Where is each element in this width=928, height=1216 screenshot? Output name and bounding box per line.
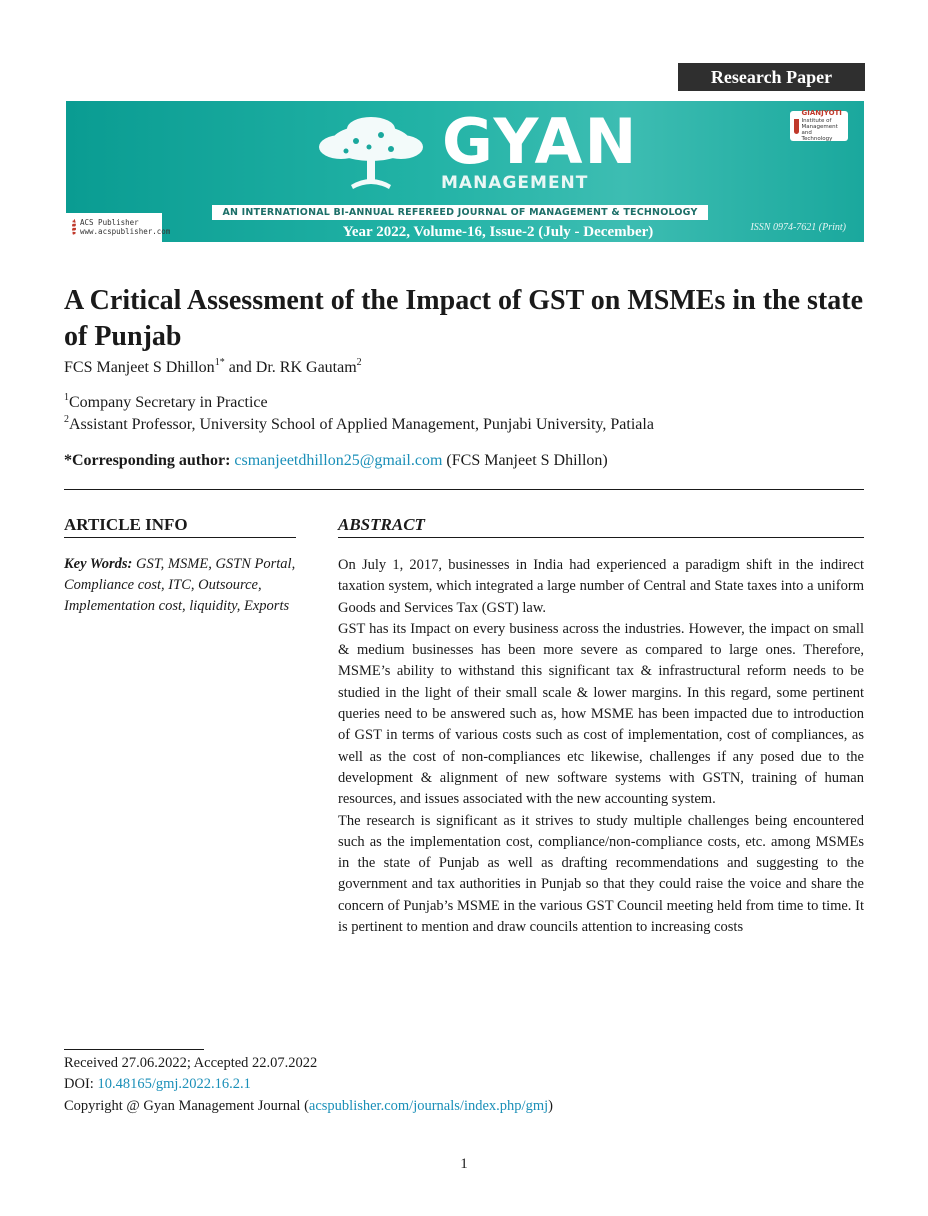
institute-sub: Institute of Management and Technology (801, 117, 838, 143)
publisher-name: ACS Publisher (80, 218, 139, 228)
abstract-rule (338, 537, 864, 538)
issue-line: Year 2022, Volume-16, Issue-2 (July - December) (342, 224, 654, 240)
publisher-logo (66, 213, 171, 242)
institute-brand: GIANJYOTI (801, 109, 842, 118)
aff-2-text: Assistant Professor, University School of Applied Management, Punjabi University, Patiala (69, 416, 654, 433)
corr-label: *Corresponding author: (64, 452, 235, 469)
copyright-line (64, 1098, 553, 1115)
author-1-sup: 1* (214, 357, 225, 368)
journal-subname: MANAGEMENT (441, 173, 589, 193)
keywords-list: GST, MSME, GSTN Portal, Compliance cost, ITC, Outsource, Implementation cost, liquidity, Exports (64, 556, 296, 614)
author-2: and Dr. RK Gautam (224, 359, 357, 376)
keywords-label: Key Words: (64, 556, 133, 572)
article-title: A Critical Assessment of the Impact of GST on MSMEs in the state of Punjab (64, 285, 864, 352)
copyright-pre: Copyright @ Gyan Management Journal ( (64, 1098, 309, 1114)
aff-2-sup: 2 (64, 414, 69, 425)
journal-name: GYAN (442, 105, 639, 178)
aff-1-sup: 1 (64, 392, 69, 403)
tree-logo-icon (311, 115, 431, 195)
affiliation-1 (64, 394, 268, 412)
journal-tagline: AN INTERNATIONAL BI-ANNUAL REFEREED JOURNAL OF MANAGEMENT & TECHNOLOGY (212, 205, 708, 220)
affiliation-2 (64, 416, 654, 434)
corresponding-author (64, 452, 608, 470)
article-info-rule (64, 537, 296, 538)
corr-name: (FCS Manjeet S Dhillon) (442, 452, 608, 469)
received-date: Received 27.06.2022; Accepted 22.07.2022 (64, 1055, 318, 1071)
doi-line (64, 1076, 251, 1093)
institute-logo (790, 111, 848, 141)
divider (64, 489, 864, 490)
author-2-sup: 2 (356, 357, 362, 368)
page-number: 1 (460, 1156, 468, 1172)
publisher-url: www.acspublisher.com (80, 226, 171, 236)
corr-email-link[interactable]: csmanjeetdhillon25@gmail.com (234, 452, 443, 469)
doi-label: DOI: (64, 1076, 98, 1092)
authors (64, 359, 362, 377)
keywords (64, 554, 296, 617)
abstract-body (338, 555, 864, 938)
aff-1-text: Company Secretary in Practice (69, 394, 268, 411)
abstract-paragraph: GST has its Impact on every business across the industries. However, the impact on small & medium businesses has been more severe as compared to large ones. Therefore, MSME’s ability to withstand this significant tax & infrastructural reform needs to be studied in the light of their small scale & lower margins. In this regard, some pertinent queries need to be answered such as, how MSME has been impacted due to introduction of GST in terms of various costs such as cost of implementation, cost of compliances, as well as the cost of non-compliances etc likewise, challenges if any posed due to the development & alignment of new software systems with GSTN, training of human resources, and issues associated with the new accounting system. (338, 620, 864, 808)
journal-url-link[interactable]: acspublisher.com/journals/index.php/gmj (308, 1098, 549, 1114)
shield-icon (794, 119, 799, 134)
footnote-rule (64, 1049, 204, 1050)
author-1: FCS Manjeet S Dhillon (64, 359, 215, 376)
publisher-logo-icon (72, 219, 76, 236)
copyright-post: ) (548, 1098, 553, 1114)
issn: ISSN 0974-7621 (Print) (750, 222, 846, 233)
journal-banner (66, 101, 864, 242)
abstract-paragraph: On July 1, 2017, businesses in India had experienced a paradigm shift in the indirect taxation system, which integrated a large number of Central and State taxes into a uniform Goods and Services Tax (GST) law. (338, 557, 864, 616)
abstract-heading: ABSTRACT (338, 515, 425, 534)
research-paper-tag: Research Paper (678, 63, 865, 91)
article-info-heading: ARTICLE INFO (64, 515, 188, 534)
abstract-paragraph: The research is significant as it strives to study multiple challenges being encountered such as the implementation cost, compliance/non-compliance costs, etc. among MSMEs in the state of Punjab as well as drafting recommendations and suggesting to the government and tax authorities in Punjab so that they could raise the voice and share the concern of Punjab’s MSME in the various GST Council meeting held from time to time. It is pertinent to mention and draw councils attention to increasing costs (338, 812, 864, 936)
doi-link[interactable]: 10.48165/gmj.2022.16.2.1 (97, 1076, 251, 1092)
